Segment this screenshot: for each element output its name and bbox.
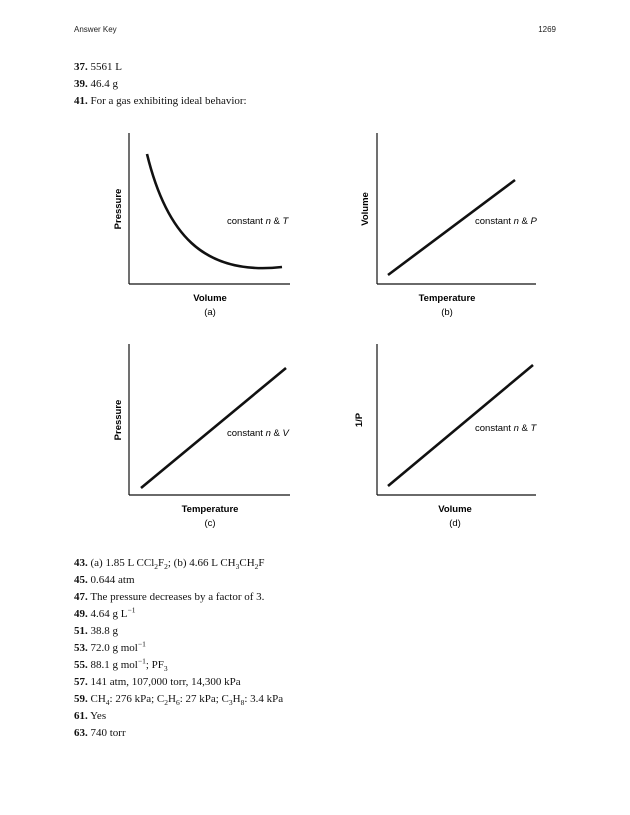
answer-number: 37. bbox=[74, 61, 88, 73]
answer-number: 39. bbox=[74, 78, 88, 90]
answer-text: F bbox=[258, 557, 265, 569]
answer-number: 49. bbox=[74, 608, 88, 620]
answer-text: ; PF bbox=[145, 659, 164, 671]
linear-trend bbox=[388, 180, 515, 275]
answer-number: 43. bbox=[74, 557, 88, 569]
answer-text: CH bbox=[239, 557, 255, 569]
answer-number: 59. bbox=[74, 693, 88, 705]
answer-51 bbox=[74, 624, 118, 638]
answer-text: Yes bbox=[90, 710, 107, 722]
annotation bbox=[475, 216, 537, 227]
answer-text: 4.64 g L bbox=[90, 608, 128, 620]
answer-45 bbox=[74, 573, 135, 587]
subscript: 2 bbox=[154, 562, 158, 572]
x-axis-label: Temperature bbox=[418, 293, 476, 304]
answer-text: ; (b) 4.66 L CH bbox=[167, 557, 236, 569]
caption: (d) bbox=[449, 518, 461, 529]
answer-43 bbox=[74, 556, 265, 570]
answer-text: CH bbox=[90, 693, 106, 705]
page-number: 1269 bbox=[538, 25, 556, 34]
subscript: 3 bbox=[235, 562, 240, 572]
answer-number: 41. bbox=[74, 95, 88, 107]
answer-55 bbox=[74, 658, 168, 672]
answer-text: For a gas exhibiting ideal behavior: bbox=[90, 95, 247, 107]
y-axis-label: Pressure bbox=[113, 399, 124, 441]
answer-text: The pressure decreases by a factor of 3. bbox=[90, 591, 265, 603]
answer-53 bbox=[74, 641, 146, 655]
subscript: 6 bbox=[175, 698, 180, 708]
answer-63 bbox=[74, 726, 126, 740]
annotation bbox=[227, 216, 289, 227]
ampersand: & bbox=[518, 423, 531, 434]
y-axis-label: 1/P bbox=[354, 412, 365, 428]
variable: n bbox=[513, 423, 519, 434]
caption: (a) bbox=[204, 307, 216, 318]
variable: n bbox=[513, 216, 519, 227]
answer-text: 46.4 g bbox=[90, 78, 118, 90]
annotation bbox=[227, 428, 290, 439]
answer-text: 5561 L bbox=[90, 61, 122, 73]
caption: (c) bbox=[204, 518, 216, 529]
answer-text: F bbox=[158, 557, 165, 569]
caption: (b) bbox=[441, 307, 453, 318]
answer-number: 51. bbox=[74, 625, 88, 637]
y-axis-label: Pressure bbox=[113, 188, 124, 230]
answer-61 bbox=[74, 709, 106, 723]
chart-b bbox=[360, 133, 537, 318]
answer-number: 61. bbox=[74, 710, 88, 722]
answer-number: 53. bbox=[74, 642, 88, 654]
answer-text: 0.644 atm bbox=[90, 574, 135, 586]
ampersand: & bbox=[270, 216, 283, 227]
superscript: −1 bbox=[137, 639, 146, 649]
variable: n bbox=[265, 428, 271, 439]
variable: V bbox=[282, 428, 289, 439]
answer-number: 45. bbox=[74, 574, 88, 586]
annotation-text: constant bbox=[475, 423, 514, 434]
subscript: 8 bbox=[240, 698, 245, 708]
answer-text: : 27 kPa; C bbox=[179, 693, 229, 705]
variable: P bbox=[530, 216, 537, 227]
answer-text: H bbox=[232, 693, 241, 705]
annotation-text: constant bbox=[475, 216, 514, 227]
subscript: 4 bbox=[105, 698, 110, 708]
chart-c bbox=[113, 344, 290, 529]
answer-number: 55. bbox=[74, 659, 88, 671]
answer-text: 38.8 g bbox=[90, 625, 118, 637]
answer-text: : 276 kPa; C bbox=[109, 693, 165, 705]
answer-57 bbox=[74, 675, 241, 689]
answer-text: 72.0 g mol bbox=[90, 642, 138, 654]
x-axis-label: Temperature bbox=[181, 504, 239, 515]
answer-number: 57. bbox=[74, 676, 88, 688]
answer-text: 740 torr bbox=[90, 727, 126, 739]
variable: n bbox=[265, 216, 271, 227]
subscript: 3 bbox=[228, 698, 233, 708]
variable: T bbox=[530, 423, 537, 434]
answer-text: H bbox=[167, 693, 176, 705]
running-header-left: Answer Key bbox=[74, 25, 117, 34]
annotation bbox=[475, 423, 537, 434]
subscript: 2 bbox=[164, 562, 168, 572]
subscript: 2 bbox=[164, 698, 168, 708]
ampersand: & bbox=[518, 216, 531, 227]
subscript: 2 bbox=[254, 562, 259, 572]
answer-text: 88.1 g mol bbox=[90, 659, 138, 671]
superscript: −1 bbox=[137, 656, 146, 666]
x-axis-label: Volume bbox=[438, 504, 472, 515]
answer-number: 47. bbox=[74, 591, 88, 603]
answer-47 bbox=[74, 590, 264, 604]
answer-number: 63. bbox=[74, 727, 88, 739]
inverse-curve bbox=[147, 154, 282, 268]
x-axis-label: Volume bbox=[193, 293, 227, 304]
ampersand: & bbox=[270, 428, 283, 439]
annotation-text: constant bbox=[227, 216, 266, 227]
variable: T bbox=[282, 216, 289, 227]
answer-49 bbox=[74, 607, 135, 621]
answer-59 bbox=[74, 692, 283, 706]
chart-d bbox=[354, 344, 537, 529]
answer-text: : 3.4 kPa bbox=[244, 693, 284, 705]
y-axis-label: Volume bbox=[360, 192, 371, 226]
annotation-text: constant bbox=[227, 428, 266, 439]
answer-text: (a) 1.85 L CCl bbox=[90, 557, 155, 569]
superscript: −1 bbox=[127, 605, 136, 615]
chart-a bbox=[113, 133, 290, 318]
subscript: 3 bbox=[163, 664, 168, 674]
answer-text: 141 atm, 107,000 torr, 14,300 kPa bbox=[90, 676, 241, 688]
